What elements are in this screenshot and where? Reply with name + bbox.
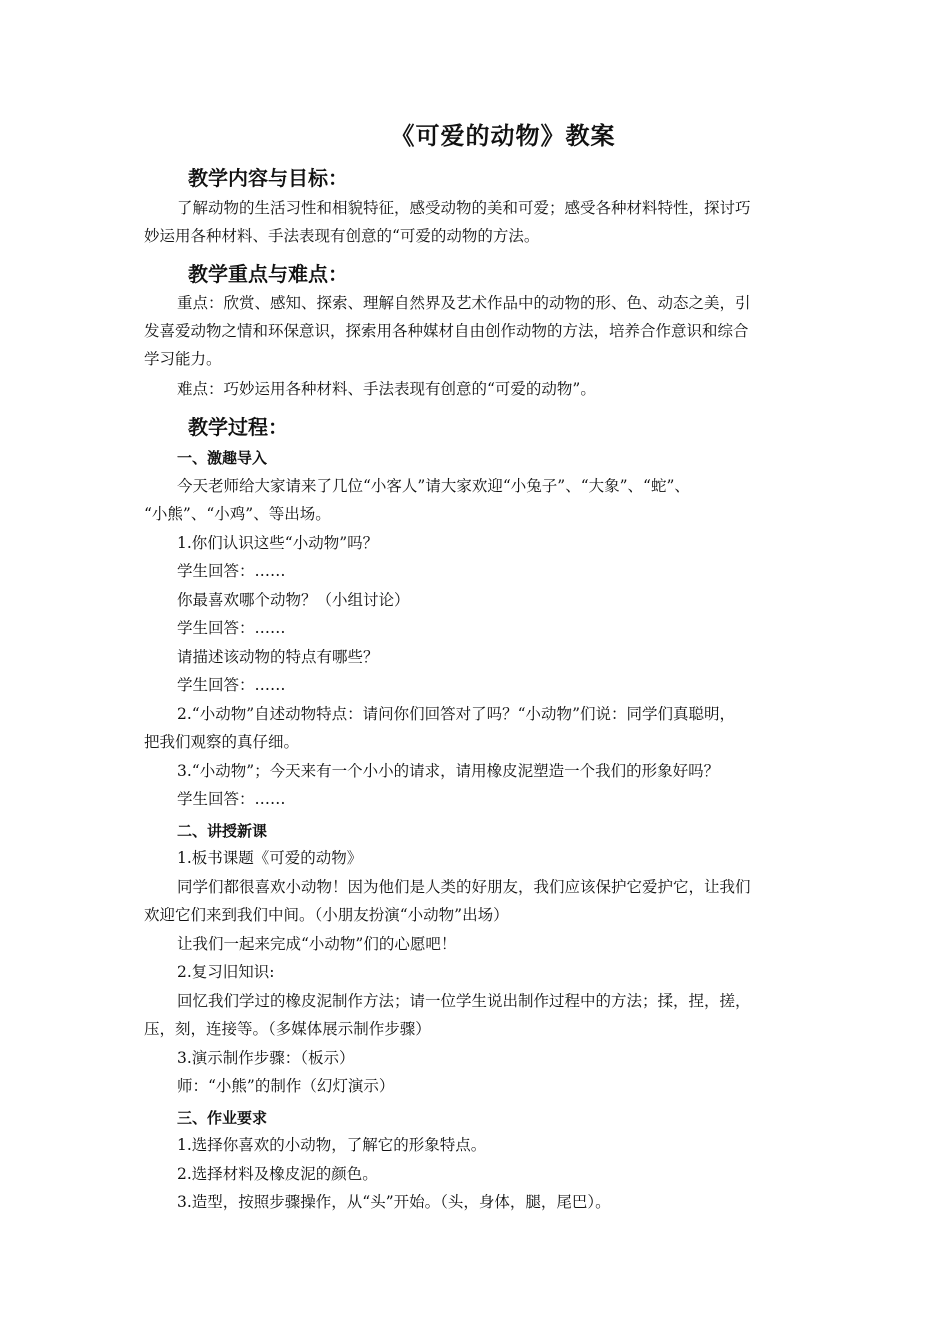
paragraph-line: 你最喜欢哪个动物？（小组讨论） (177, 591, 410, 609)
paragraph-line: 3.造型，按照步骤操作，从“头”开始。（头，身体，腿，尾巴）。 (177, 1193, 611, 1211)
paragraph-line: 2.“小动物”自述动物特点：请问你们回答对了吗？“小动物”们说：同学们真聪明， (177, 705, 735, 723)
paragraph-line: 学生回答：…… (177, 676, 286, 694)
section-heading-content-goals: 教学内容与目标： (188, 166, 348, 190)
paragraph-line: 1.你们认识这些“小动物”吗？ (177, 534, 379, 552)
paragraph-line: 重点：欣赏、感知、探索、理解自然界及艺术作品中的动物的形、色、动态之美，引 (177, 294, 751, 312)
document-title: 《可爱的动物》教案 (390, 121, 616, 150)
paragraph-line: 学生回答：…… (177, 562, 286, 580)
paragraph-line: 3.“小动物”；今天来有一个小小的请求，请用橡皮泥塑造一个我们的形象好吗？ (177, 762, 720, 780)
section-heading-process: 教学过程： (188, 415, 288, 439)
paragraph-line: 学生回答：…… (177, 619, 286, 637)
paragraph-line: 压，刻，连接等。（多媒体展示制作步骤） (144, 1020, 431, 1038)
paragraph-line: 2.复习旧知识: (177, 963, 275, 981)
paragraph-line: 1.选择你喜欢的小动物，了解它的形象特点。 (177, 1136, 487, 1154)
paragraph-line: 1.板书课题《可爱的动物》 (177, 849, 363, 867)
paragraph-line: 师：“小熊”的制作（幻灯演示） (177, 1077, 395, 1095)
paragraph-line: “小熊”、“小鸡”、等出场。 (144, 505, 331, 523)
subsection-title-part2: 二、讲授新课 (177, 822, 268, 840)
paragraph-line: 把我们观察的真仔细。 (144, 733, 300, 751)
paragraph-line: 3.演示制作步骤：（板示） (177, 1049, 355, 1067)
paragraph-line: 妙运用各种材料、手法表现有创意的“可爱的动物的方法。 (144, 227, 540, 245)
paragraph-line: 学生回答：…… (177, 790, 286, 808)
paragraph-line: 请描述该动物的特点有哪些？ (177, 648, 379, 666)
subsection-title-part1: 一、激趣导入 (177, 449, 268, 467)
paragraph-line: 回忆我们学过的橡皮泥制作方法；请一位学生说出制作过程中的方法；揉，捏，搓， (177, 992, 751, 1010)
paragraph-line: 2.选择材料及橡皮泥的颜色。 (177, 1165, 378, 1183)
section-heading-key-points: 教学重点与难点： (188, 262, 348, 286)
paragraph-line: 同学们都很喜欢小动物！因为他们是人类的好朋友，我们应该保护它爱护它，让我们 (177, 878, 751, 896)
paragraph-line: 今天老师给大家请来了几位“小客人”请大家欢迎“小兔子”、“大象”、“蛇”、 (177, 477, 690, 495)
paragraph-line: 发喜爱动物之情和环保意识，探索用各种媒材自由创作动物的方法，培养合作意识和综合 (144, 322, 749, 340)
paragraph-line: 难点：巧妙运用各种材料、手法表现有创意的“可爱的动物”。 (177, 380, 596, 398)
paragraph-line: 学习能力。 (144, 350, 222, 368)
subsection-title-part3: 三、作业要求 (177, 1109, 268, 1127)
paragraph-line: 欢迎它们来到我们中间。（小朋友扮演“小动物”出场） (144, 906, 509, 924)
paragraph-line: 让我们一起来完成“小动物”们的心愿吧！ (177, 935, 457, 953)
paragraph-line: 了解动物的生活习性和相貌特征，感受动物的美和可爱；感受各种材料特性，探讨巧 (177, 199, 751, 217)
